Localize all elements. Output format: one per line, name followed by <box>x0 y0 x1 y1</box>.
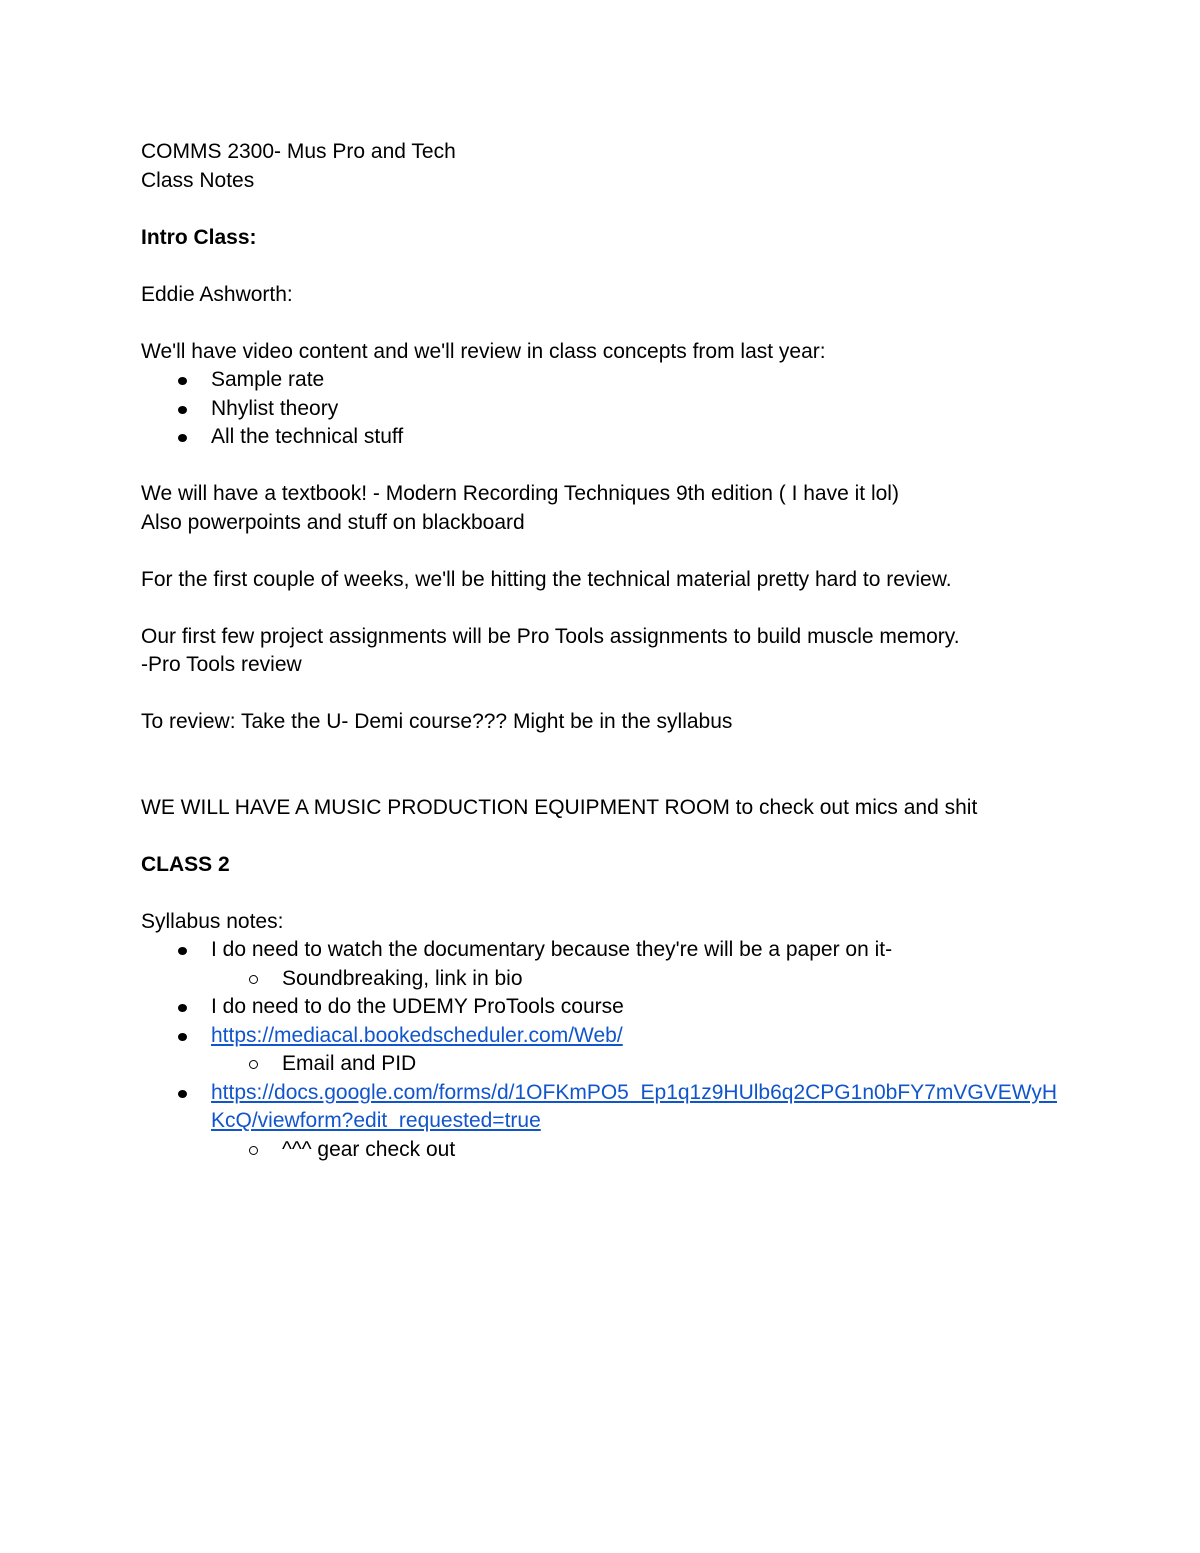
textbook-line: We will have a textbook! - Modern Recording Techniques 9th edition ( I have it lol) <box>141 482 899 505</box>
scheduler-link[interactable]: https://mediacal.bookedscheduler.com/Web/ <box>211 1023 623 1047</box>
notes-subtitle: Class Notes <box>141 168 255 192</box>
bullet-icon <box>178 1090 187 1098</box>
bullet-icon <box>178 434 187 442</box>
bullet-icon <box>178 1004 187 1012</box>
concepts-list <box>141 366 1071 452</box>
sub-list-item: ^^^ gear check out <box>141 1136 1071 1165</box>
list-item: I do need to watch the documentary because they're will be a paper on it- <box>141 936 1071 965</box>
bullet-icon <box>178 406 187 414</box>
list-item <box>141 1022 1071 1051</box>
syllabus-notes-list <box>141 936 1071 1164</box>
first-weeks-line: For the first couple of weeks, we'll be hitting the technical material pretty hard to review. <box>141 567 952 591</box>
hollow-bullet-icon <box>249 1146 258 1155</box>
course-title: COMMS 2300- Mus Pro and Tech <box>141 140 456 163</box>
video-content-line: We'll have video content and we'll review in class concepts from last year: <box>141 339 826 363</box>
instructor-name: Eddie Ashworth: <box>141 282 293 306</box>
class-2-heading: CLASS 2 <box>141 852 230 876</box>
projects-line: Our first few project assignments will be Pro Tools assignments to build muscle memory. <box>141 624 960 648</box>
list-item <box>141 1079 1071 1136</box>
bullet-icon <box>178 377 187 385</box>
review-line: To review: Take the U- Demi course??? Might be in the syllabus <box>141 710 733 733</box>
list-item: I do need to do the UDEMY ProTools course <box>141 993 1071 1022</box>
intro-class-heading: Intro Class: <box>141 225 257 249</box>
bullet-icon <box>178 1033 187 1041</box>
hollow-bullet-icon <box>249 975 258 984</box>
protools-review-line: -Pro Tools review <box>141 653 302 676</box>
sub-list-item: Soundbreaking, link in bio <box>141 965 1071 994</box>
sub-list-item: Email and PID <box>141 1050 1071 1079</box>
powerpoints-line: Also powerpoints and stuff on blackboard <box>141 510 525 534</box>
hollow-bullet-icon <box>249 1060 258 1069</box>
list-item: Nhylist theory <box>141 395 1071 424</box>
google-form-link[interactable]: https://docs.google.com/forms/d/1OFKmPO5_Ep1q1z9HUlb6q2CPG1n0bFY7mVGVEWyHKcQ/viewform?edit_requested=true <box>211 1080 1058 1132</box>
document-body <box>141 138 1071 1164</box>
list-item: Sample rate <box>141 366 1071 395</box>
list-item: All the technical stuff <box>141 423 1071 452</box>
equipment-room-line: WE WILL HAVE A MUSIC PRODUCTION EQUIPMENT ROOM to check out mics and shit <box>141 795 978 819</box>
bullet-icon <box>178 947 187 955</box>
syllabus-notes-label: Syllabus notes: <box>141 909 284 933</box>
